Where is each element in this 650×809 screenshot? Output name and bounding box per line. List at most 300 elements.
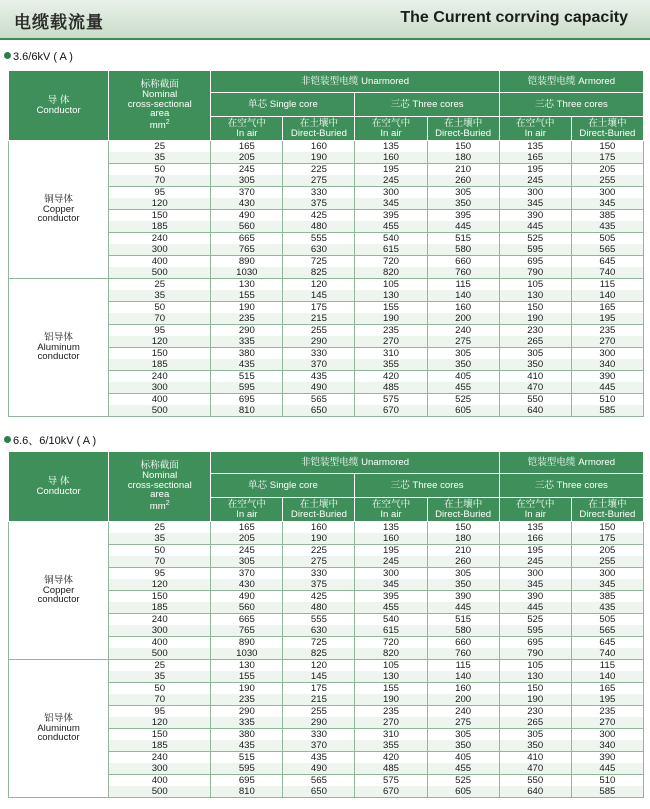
- value-cell: 105: [499, 660, 571, 672]
- value-cell: 515: [211, 371, 283, 383]
- value-cell: 445: [499, 602, 571, 614]
- area-cell: 500: [109, 267, 211, 279]
- value-cell: 555: [283, 614, 355, 626]
- value-cell: 370: [211, 568, 283, 580]
- value-cell: 155: [355, 683, 427, 695]
- value-cell: 140: [427, 671, 499, 683]
- value-cell: 180: [427, 533, 499, 545]
- conductor-name-en: conductor: [37, 732, 80, 744]
- area-cell: 35: [109, 533, 211, 545]
- value-cell: 540: [355, 233, 427, 245]
- value-cell: 140: [427, 290, 499, 302]
- value-cell: 490: [283, 763, 355, 775]
- value-cell: 210: [427, 545, 499, 557]
- in-air-en: In air: [236, 127, 258, 139]
- value-cell: 540: [355, 614, 427, 626]
- value-cell: 445: [427, 602, 499, 614]
- area-cell: 500: [109, 405, 211, 417]
- table-row: [9, 141, 644, 153]
- value-cell: 275: [427, 336, 499, 348]
- value-cell: 445: [427, 221, 499, 233]
- value-cell: 230: [499, 325, 571, 337]
- value-cell: 330: [283, 187, 355, 199]
- value-cell: 160: [427, 683, 499, 695]
- value-cell: 455: [355, 602, 427, 614]
- value-cell: 190: [355, 694, 427, 706]
- value-cell: 410: [499, 752, 571, 764]
- in-air-en: In air: [524, 127, 546, 139]
- value-cell: 645: [571, 637, 643, 649]
- value-cell: 265: [499, 336, 571, 348]
- value-cell: 355: [355, 359, 427, 371]
- value-cell: 335: [211, 336, 283, 348]
- value-cell: 300: [571, 348, 643, 360]
- value-cell: 105: [499, 279, 571, 291]
- value-cell: 175: [283, 683, 355, 695]
- value-cell: 275: [427, 717, 499, 729]
- area-cell: 120: [109, 717, 211, 729]
- value-cell: 310: [355, 729, 427, 741]
- in-air-header: [499, 498, 571, 522]
- area-cell: 400: [109, 637, 211, 649]
- value-cell: 205: [571, 164, 643, 176]
- value-cell: 300: [355, 187, 427, 199]
- value-cell: 525: [499, 614, 571, 626]
- value-cell: 350: [499, 740, 571, 752]
- value-cell: 765: [211, 244, 283, 256]
- value-cell: 300: [499, 187, 571, 199]
- area-cell: 185: [109, 359, 211, 371]
- value-cell: 190: [211, 683, 283, 695]
- value-cell: 515: [427, 233, 499, 245]
- value-cell: 1030: [211, 648, 283, 660]
- value-cell: 130: [499, 290, 571, 302]
- bullet-icon: [4, 52, 11, 59]
- buried-en: Direct-Buried: [435, 127, 492, 139]
- in-air-header: [211, 498, 283, 522]
- section-title-text: 3.6/6kV ( A ): [13, 51, 73, 63]
- value-cell: 670: [355, 786, 427, 798]
- value-cell: 390: [499, 591, 571, 603]
- value-cell: 200: [427, 694, 499, 706]
- value-cell: 435: [283, 752, 355, 764]
- value-cell: 155: [355, 302, 427, 314]
- value-cell: 480: [283, 602, 355, 614]
- table-row: [9, 279, 644, 291]
- value-cell: 115: [571, 279, 643, 291]
- value-cell: 405: [427, 752, 499, 764]
- value-cell: 810: [211, 786, 283, 798]
- value-cell: 515: [427, 614, 499, 626]
- buried-cn: 在土壤中: [299, 117, 339, 129]
- value-cell: 105: [355, 279, 427, 291]
- three-cores-header: 三芯 Three cores: [355, 93, 499, 117]
- section-title-text: 6.6、6/10kV ( A ): [13, 435, 97, 447]
- value-cell: 195: [355, 545, 427, 557]
- conductor-cell: [9, 279, 109, 417]
- table-body: [9, 522, 644, 798]
- value-cell: 665: [211, 614, 283, 626]
- header-row: [9, 71, 644, 93]
- value-cell: 595: [499, 244, 571, 256]
- value-cell: 455: [427, 763, 499, 775]
- value-cell: 225: [283, 164, 355, 176]
- armored-header: 铠装型电缆 Armored: [499, 452, 643, 474]
- value-cell: 305: [499, 729, 571, 741]
- conductor-name-en: conductor: [37, 213, 80, 225]
- value-cell: 485: [355, 763, 427, 775]
- value-cell: 135: [499, 141, 571, 153]
- conductor-name-en: conductor: [37, 351, 80, 363]
- value-cell: 375: [283, 579, 355, 591]
- value-cell: 230: [499, 706, 571, 718]
- value-cell: 215: [283, 694, 355, 706]
- value-cell: 640: [499, 786, 571, 798]
- area-header-cn: 标称截面: [140, 460, 179, 472]
- conductor-name-cn: 铝导体: [44, 331, 73, 343]
- value-cell: 245: [211, 164, 283, 176]
- area-cell: 25: [109, 279, 211, 291]
- value-cell: 260: [427, 175, 499, 187]
- table-row: [9, 660, 644, 672]
- value-cell: 275: [283, 175, 355, 187]
- value-cell: 395: [355, 591, 427, 603]
- value-cell: 190: [283, 533, 355, 545]
- value-cell: 390: [571, 371, 643, 383]
- value-cell: 580: [427, 244, 499, 256]
- in-air-en: In air: [524, 508, 546, 520]
- buried-en: Direct-Buried: [435, 508, 492, 520]
- buried-en: Direct-Buried: [290, 127, 347, 139]
- value-cell: 190: [499, 313, 571, 325]
- value-cell: 225: [283, 545, 355, 557]
- value-cell: 190: [355, 313, 427, 325]
- value-cell: 265: [499, 717, 571, 729]
- value-cell: 425: [283, 591, 355, 603]
- value-cell: 130: [499, 671, 571, 683]
- value-cell: 195: [355, 164, 427, 176]
- value-cell: 210: [427, 164, 499, 176]
- value-cell: 115: [571, 660, 643, 672]
- value-cell: 150: [571, 141, 643, 153]
- value-cell: 290: [283, 336, 355, 348]
- area-cell: 25: [109, 141, 211, 153]
- value-cell: 430: [211, 198, 283, 210]
- area-cell: 50: [109, 545, 211, 557]
- table-body: [9, 141, 644, 417]
- value-cell: 390: [427, 591, 499, 603]
- value-cell: 305: [427, 348, 499, 360]
- value-cell: 120: [283, 279, 355, 291]
- area-header: [109, 71, 211, 141]
- value-cell: 130: [211, 660, 283, 672]
- section-title-6-10kv: [4, 432, 96, 448]
- in-air-header: [355, 117, 427, 141]
- value-cell: 510: [571, 394, 643, 406]
- direct-buried-header: [427, 117, 499, 141]
- value-cell: 245: [499, 556, 571, 568]
- value-cell: 155: [211, 671, 283, 683]
- value-cell: 345: [499, 198, 571, 210]
- value-cell: 195: [571, 313, 643, 325]
- area-cell: 185: [109, 221, 211, 233]
- value-cell: 235: [571, 325, 643, 337]
- conductor-header: [9, 452, 109, 522]
- value-cell: 300: [499, 568, 571, 580]
- value-cell: 130: [211, 279, 283, 291]
- value-cell: 235: [355, 706, 427, 718]
- value-cell: 335: [211, 717, 283, 729]
- value-cell: 695: [499, 256, 571, 268]
- area-unit-sup: 2: [165, 500, 170, 508]
- direct-buried-header: [427, 498, 499, 522]
- value-cell: 650: [283, 405, 355, 417]
- value-cell: 565: [571, 244, 643, 256]
- value-cell: 345: [571, 198, 643, 210]
- three-cores-armored-header: 三芯 Three cores: [499, 93, 643, 117]
- value-cell: 425: [283, 210, 355, 222]
- conductor-cell: [9, 660, 109, 798]
- value-cell: 140: [571, 290, 643, 302]
- in-air-en: In air: [380, 508, 402, 520]
- value-cell: 150: [499, 683, 571, 695]
- area-cell: 35: [109, 290, 211, 302]
- value-cell: 350: [427, 740, 499, 752]
- value-cell: 160: [283, 141, 355, 153]
- value-cell: 470: [499, 763, 571, 775]
- value-cell: 630: [283, 625, 355, 637]
- conductor-header-en: Conductor: [36, 104, 81, 116]
- value-cell: 505: [571, 233, 643, 245]
- section-title-3-6kv: [4, 51, 73, 63]
- value-cell: 245: [355, 175, 427, 187]
- in-air-en: In air: [236, 508, 258, 520]
- value-cell: 510: [571, 775, 643, 787]
- buried-cn: 在土壤中: [299, 498, 339, 510]
- area-cell: 70: [109, 313, 211, 325]
- value-cell: 435: [571, 602, 643, 614]
- value-cell: 245: [355, 556, 427, 568]
- value-cell: 330: [283, 729, 355, 741]
- value-cell: 175: [571, 533, 643, 545]
- value-cell: 240: [427, 706, 499, 718]
- value-cell: 435: [283, 371, 355, 383]
- value-cell: 370: [283, 740, 355, 752]
- area-cell: 240: [109, 233, 211, 245]
- buried-en: Direct-Buried: [579, 127, 636, 139]
- area-cell: 400: [109, 256, 211, 268]
- in-air-cn: 在空气中: [371, 498, 411, 510]
- value-cell: 345: [355, 579, 427, 591]
- value-cell: 205: [211, 533, 283, 545]
- conductor-name-en: Aluminum: [37, 341, 80, 353]
- value-cell: 255: [283, 325, 355, 337]
- value-cell: 790: [499, 648, 571, 660]
- value-cell: 615: [355, 244, 427, 256]
- value-cell: 740: [571, 267, 643, 279]
- area-cell: 25: [109, 660, 211, 672]
- area-header-en: cross-sectional: [127, 479, 192, 491]
- value-cell: 595: [211, 382, 283, 394]
- value-cell: 135: [499, 522, 571, 534]
- value-cell: 660: [427, 256, 499, 268]
- value-cell: 135: [355, 141, 427, 153]
- value-cell: 166: [499, 533, 571, 545]
- value-cell: 215: [283, 313, 355, 325]
- value-cell: 290: [211, 706, 283, 718]
- value-cell: 490: [283, 382, 355, 394]
- value-cell: 760: [427, 267, 499, 279]
- value-cell: 825: [283, 267, 355, 279]
- value-cell: 585: [571, 786, 643, 798]
- value-cell: 260: [427, 556, 499, 568]
- area-cell: 300: [109, 763, 211, 775]
- value-cell: 270: [355, 336, 427, 348]
- armored-header: 铠装型电缆 Armored: [499, 71, 643, 93]
- value-cell: 630: [283, 244, 355, 256]
- value-cell: 235: [355, 325, 427, 337]
- value-cell: 150: [427, 141, 499, 153]
- value-cell: 890: [211, 256, 283, 268]
- value-cell: 165: [571, 683, 643, 695]
- conductor-cell: [9, 522, 109, 660]
- capacity-table-3-6kv: [8, 70, 644, 417]
- conductor-name-en: Copper: [42, 203, 75, 215]
- value-cell: 560: [211, 602, 283, 614]
- area-header-cn: 标称截面: [140, 79, 179, 91]
- value-cell: 330: [283, 348, 355, 360]
- table-row: [9, 522, 644, 534]
- value-cell: 300: [571, 187, 643, 199]
- direct-buried-header: [571, 498, 643, 522]
- area-cell: 95: [109, 325, 211, 337]
- value-cell: 695: [499, 637, 571, 649]
- value-cell: 150: [427, 522, 499, 534]
- value-cell: 270: [571, 717, 643, 729]
- conductor-name-en: Copper: [42, 584, 75, 596]
- value-cell: 255: [571, 556, 643, 568]
- area-cell: 300: [109, 244, 211, 256]
- area-unit-text: mm: [149, 120, 166, 132]
- value-cell: 105: [355, 660, 427, 672]
- in-air-cn: 在空气中: [516, 498, 555, 510]
- value-cell: 340: [571, 740, 643, 752]
- value-cell: 725: [283, 637, 355, 649]
- single-core-header: 单芯 Single core: [211, 93, 355, 117]
- value-cell: 205: [571, 545, 643, 557]
- value-cell: 120: [283, 660, 355, 672]
- value-cell: 455: [427, 382, 499, 394]
- single-core-header: 单芯 Single core: [211, 474, 355, 498]
- value-cell: 255: [283, 706, 355, 718]
- value-cell: 145: [283, 671, 355, 683]
- value-cell: 145: [283, 290, 355, 302]
- value-cell: 205: [211, 152, 283, 164]
- value-cell: 165: [211, 141, 283, 153]
- area-cell: 120: [109, 198, 211, 210]
- area-header-en: Nominal: [142, 88, 178, 100]
- value-cell: 435: [211, 740, 283, 752]
- value-cell: 455: [355, 221, 427, 233]
- value-cell: 240: [427, 325, 499, 337]
- value-cell: 820: [355, 648, 427, 660]
- value-cell: 385: [571, 591, 643, 603]
- conductor-header: [9, 71, 109, 141]
- value-cell: 435: [571, 221, 643, 233]
- value-cell: 300: [571, 568, 643, 580]
- area-cell: 300: [109, 382, 211, 394]
- three-cores-header: 三芯 Three cores: [355, 474, 499, 498]
- buried-cn: 在土壤中: [588, 117, 627, 129]
- area-unit-sup: 2: [165, 119, 170, 127]
- area-unit: [109, 119, 210, 131]
- buried-cn: 在土壤中: [443, 117, 483, 129]
- direct-buried-header: [571, 117, 643, 141]
- bullet-icon: [4, 436, 11, 443]
- in-air-cn: 在空气中: [516, 117, 555, 129]
- value-cell: 245: [499, 175, 571, 187]
- area-cell: 400: [109, 775, 211, 787]
- value-cell: 270: [355, 717, 427, 729]
- value-cell: 550: [499, 775, 571, 787]
- value-cell: 155: [211, 290, 283, 302]
- value-cell: 130: [355, 290, 427, 302]
- area-cell: 120: [109, 336, 211, 348]
- value-cell: 825: [283, 648, 355, 660]
- value-cell: 445: [571, 763, 643, 775]
- value-cell: 525: [427, 394, 499, 406]
- value-cell: 480: [283, 221, 355, 233]
- in-air-cn: 在空气中: [227, 117, 267, 129]
- value-cell: 115: [427, 279, 499, 291]
- in-air-en: In air: [380, 127, 402, 139]
- value-cell: 300: [571, 729, 643, 741]
- value-cell: 395: [427, 210, 499, 222]
- value-cell: 405: [427, 371, 499, 383]
- area-cell: 120: [109, 579, 211, 591]
- value-cell: 810: [211, 405, 283, 417]
- value-cell: 305: [211, 556, 283, 568]
- in-air-header: [355, 498, 427, 522]
- value-cell: 350: [427, 359, 499, 371]
- value-cell: 355: [355, 740, 427, 752]
- direct-buried-header: [283, 498, 355, 522]
- conductor-name-cn: 铜导体: [44, 193, 73, 205]
- value-cell: 435: [211, 359, 283, 371]
- value-cell: 305: [427, 187, 499, 199]
- conductor-name-cn: 铜导体: [44, 574, 73, 586]
- value-cell: 130: [355, 671, 427, 683]
- value-cell: 650: [283, 786, 355, 798]
- value-cell: 345: [499, 579, 571, 591]
- conductor-header-en: Conductor: [36, 485, 81, 497]
- value-cell: 350: [499, 359, 571, 371]
- conductor-name-en: conductor: [37, 594, 80, 606]
- value-cell: 115: [427, 660, 499, 672]
- value-cell: 660: [427, 637, 499, 649]
- value-cell: 255: [571, 175, 643, 187]
- value-cell: 340: [571, 359, 643, 371]
- area-header: [109, 452, 211, 522]
- in-air-cn: 在空气中: [227, 498, 267, 510]
- value-cell: 305: [427, 568, 499, 580]
- value-cell: 470: [499, 382, 571, 394]
- value-cell: 490: [211, 591, 283, 603]
- value-cell: 605: [427, 405, 499, 417]
- header-row: [9, 452, 644, 474]
- value-cell: 165: [571, 302, 643, 314]
- conductor-header-cn: 导 体: [47, 475, 70, 487]
